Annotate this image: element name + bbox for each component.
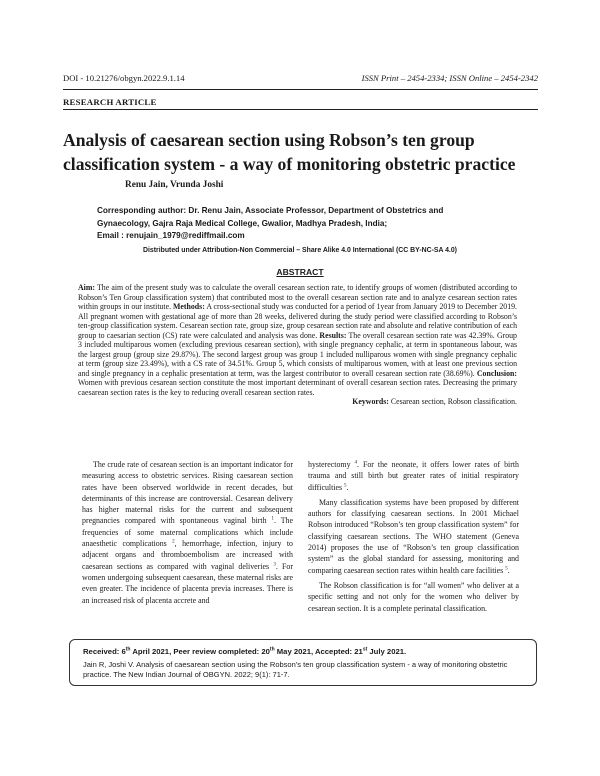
corr-email: Email : renujain_1979@rediffmail.com bbox=[97, 231, 245, 240]
corresponding-author bbox=[97, 205, 537, 243]
header-rule-bottom bbox=[63, 109, 538, 110]
header-rule-top bbox=[63, 89, 538, 90]
received-dates: Received: 6th April 2021, Peer review completed: 20th May 2021, Accepted: 21st July 2021. bbox=[83, 646, 407, 656]
paragraph: Many classification systems have been proposed by different authors for classifying caesarean sections. In 2001 Michael Robson introduced “Robson’s ten group classification system” for classifying caesarean sections. The WHO statement (Geneva 2014) proposes the use of “Robson’s ten group classification system” as the global standard for assessing, monitoring and comparing caesarean section rates within health care facilities $^5$. bbox=[308, 497, 519, 575]
authors: Renu Jain, Vrunda Joshi bbox=[125, 180, 224, 190]
issn: ISSN Print – 2454-2334; ISSN Online – 2454-2342 bbox=[361, 73, 538, 83]
citation-text: Jain R, Joshi V. Analysis of caesarean section using the Robson’s ten group classification system - a way of monitoring obstetric practice. The New Indian Journal of OBGYN. 2022; 9(1): 71-7. bbox=[83, 660, 508, 680]
title-line-1: Analysis of caesarean section using Robson’s ten group bbox=[63, 130, 475, 150]
body-column-right bbox=[308, 459, 519, 614]
section-label: RESEARCH ARTICLE bbox=[63, 97, 157, 107]
paragraph: The Robson classification is for “all women” who deliver at a specific setting and not only for the women who deliver by cesarean section. It is a complete perinatal classification. bbox=[308, 580, 519, 613]
license-note: Distributed under Attribution-Non Commercial – Share Alike 4.0 International (CC BY-NC-SA 4.0) bbox=[143, 247, 457, 254]
doi: DOI - 10.21276/obgyn.2022.9.1.14 bbox=[63, 73, 185, 83]
body-column-left bbox=[82, 459, 293, 606]
corr-line-2: Gynaecology, Gajra Raja Medical College, Gwalior, Madhya Pradesh, India; bbox=[97, 218, 388, 228]
paragraph: hysterectomy $^4$. For the neonate, it offers lower rates of birth trauma and still birth but greater rates of initial respiratory difficulties $^5$. bbox=[308, 460, 519, 492]
title-line-2: classification system - a way of monitoring obstetric practice bbox=[63, 154, 516, 174]
abstract-heading: ABSTRACT bbox=[276, 267, 324, 277]
paragraph: The crude rate of cesarean section is an important indicator for measuring access to obstetric services. Rising caesarean section rates have been observed worldwide in recent decades, but determinants of this increase are controversial. Cesarean delivery has higher maternal risks for the current and subsequent pregnancies compared with spontaneous vaginal birth $^1$. The frequencies of some maternal complications which include anaesthetic complications $^2$, hemorrhage, infection, injury to adjacent organs and thromboembolism are increased with caesarean sections as compared with vaginal deliveries $^3$. For women undergoing subsequent caesarean, these maternal risks are even greater. The incidence of placenta previa increases. There is an increased risk of placenta accrete and bbox=[82, 460, 294, 605]
article-title bbox=[63, 128, 543, 176]
abstract-text bbox=[78, 283, 517, 407]
abstract-body: Aim: The aim of the present study was to calculate the overall cesarean section rate, to identify groups of women (distributed according to Robson’s Ten Group classification system) that contributed most to the overall cesarean section rate and to analyze cesarean section rates within groups in our institute. Methods: A cross-sectional study was conducted for a period of 1year from January 2019 to December 2019. All pregnant women with gestational age of more than 28 weeks, delivered during the study period were classified according to Robson’s ten-group classification system. Cesarean section rate, group size, group cesarean section rate and absolute and relative contribution of each group to caesarian section (CS) rate were calculated and analysis was done. Results: The overall cesarean section rate was 42.39%. Group 3 included multiparous women (excluding previous cesarean section), with single pregnancy cephalic, at term in spontaneous labour, was the largest group (group size 29.87%). The second largest group was group 1 included nulliparous women with single pregnancy cephalic at term (group size 23.49%), with a CS rate of 34.51%. Group 5, which consists of multiparous women, with at least one previous section and single pregnancy in a cephalic presentation at term, was the largest contributor to overall cesarean section rate (38.69%). Conclusion: Women with previous cesarean section constitute the most important determinant of overall cesarean section rates. Decreasing the primary caesarean section rates is the key to reducing overall cesarean section rates. bbox=[78, 283, 517, 397]
corr-line-1: Corresponding author: Dr. Renu Jain, Associate Professor, Department of Obstetrics and bbox=[97, 206, 444, 215]
keywords: Keywords: Cesarean section, Robson classification. bbox=[352, 397, 517, 406]
